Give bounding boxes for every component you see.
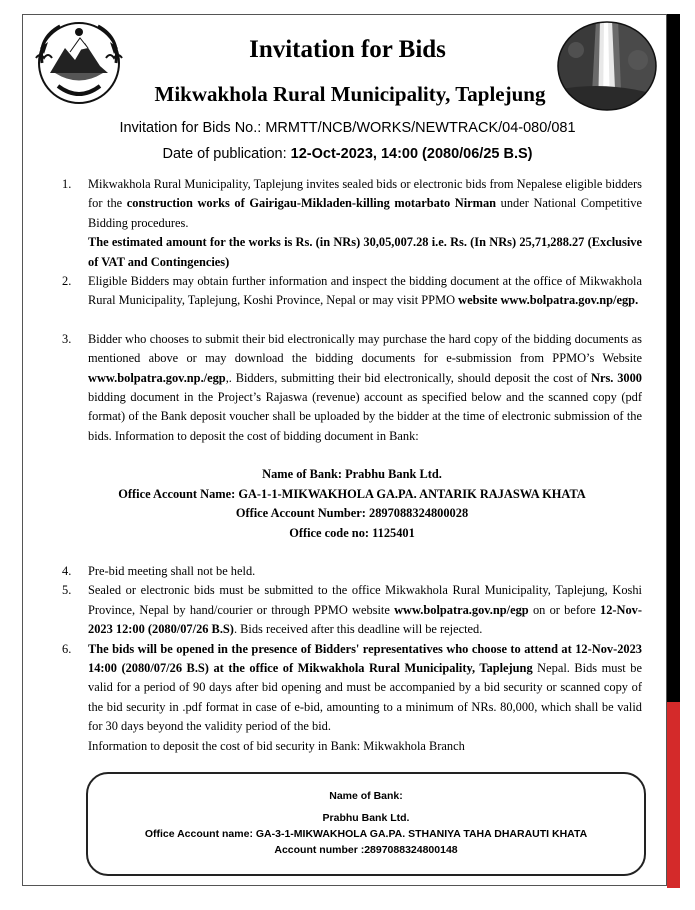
item-number: 1. xyxy=(62,177,72,191)
item-number: 6. xyxy=(62,641,72,656)
item-text: Eligible Bidders may obtain further information and inspect the bidding document at the office of Mikwakhola Rural Municipality, Taplejung, Koshi Province, Nepal or may visit PPMO xyxy=(88,274,642,308)
publication-date-value: 12-Oct-2023, 14:00 (2080/06/25 B.S) xyxy=(290,146,533,162)
box-bank-name: Prabhu Bank Ltd. xyxy=(322,812,410,824)
item-text: bidding document in the Project’s Rajaswa (revenue) account as specified below and the scanned copy (pdf format) of the Bank deposit voucher shall be uploaded by the bidder at the time of electronic submission of the bids. Information to deposit the cost of bidding document in Bank: xyxy=(88,390,642,443)
item-text: Sealed or electronic bids must be submitted to the office Mikwakhola Rural Municipality, Taplejung, Koshi Province, Nepal by hand/courier or through PPMO website xyxy=(88,583,642,617)
list-item-4 xyxy=(62,562,642,581)
ppmo-website-link[interactable]: www.bolpatra.gov.np./egp xyxy=(88,370,226,385)
box-label: Name of Bank: xyxy=(329,790,403,802)
item-number: 4. xyxy=(62,563,72,578)
item-number: 5. xyxy=(62,583,72,598)
item-number: 3. xyxy=(62,331,72,346)
item-text: Information to deposit the cost of bid security in Bank: Mikwakhola Branch xyxy=(88,738,465,753)
bank-name: Name of Bank: Prabhu Bank Ltd. xyxy=(262,467,442,482)
account-name: Office Account Name: GA-1-1-MIKWAKHOLA GA.PA. ANTARIK RAJASWA KHATA xyxy=(118,486,586,501)
item-text: Nepal. Bids must be valid for a period of 90 days after bid opening and must be accompanied by a bid security or scanned copy of the bid security in .pdf format in case of e-bid, amounting to a minimum of NRs. 80,000, which shall be valid for 30 days beyond the validity period of the bid. xyxy=(88,660,642,734)
list-item-1 xyxy=(62,175,642,272)
account-number: Office Account Number: 2897088324800028 xyxy=(235,506,469,521)
ppmo-website-link[interactable]: website www.bolpatra.gov.np/egp. xyxy=(458,293,639,308)
item-text: Bidder who chooses to submit their bid electronically may purchase the hard copy of the bidding documents as mentioned above or may download the bidding documents for e-submission from PPMO’s Website xyxy=(88,331,642,366)
submission-deadline: 12-Nov-2023 12:00 (2080/07/26 B.S) xyxy=(88,602,642,637)
item-text: ,. Bidders, submitting their bid electronically, should deposit the cost of xyxy=(225,370,592,385)
item-text: under National Competitive Bidding procedures. xyxy=(88,196,642,230)
notice-body xyxy=(62,175,642,756)
document-cost: Nrs. 3000 xyxy=(591,370,642,385)
bank-details-1 xyxy=(62,465,642,543)
bid-opening: The bids will be opened in the presence of Bidders' representatives who choose to attend at 12-Nov-2023 14:00 (2080/07/26 B.S) at the office of Mikwakhola Rural Municipality, Taplejung xyxy=(88,641,642,675)
list-item-3 xyxy=(62,330,642,446)
bank-details-box xyxy=(86,772,646,876)
list-item-5 xyxy=(62,581,642,639)
municipality-heading: Mikwakhola Rural Municipality, Taplejung xyxy=(154,82,546,106)
ppmo-website-link[interactable]: www.bolpatra.gov.np/egp xyxy=(394,602,529,617)
work-name: construction works of Gairigau-Mikladen-killing motarbato Nirman xyxy=(126,196,497,211)
estimated-amount: The estimated amount for the works is Rs. (in NRs) 30,05,007.28 i.e. Rs. (In NRs) 25,71,288.27 (Exclusive of VAT and Contingencies) xyxy=(88,235,642,269)
item-text: Pre-bid meeting shall not be held. xyxy=(88,563,256,578)
publication-date-label: Date of publication: xyxy=(162,146,291,162)
publication-date xyxy=(0,146,695,162)
side-bar-red xyxy=(667,702,680,888)
item-text: Mikwakhola Rural Municipality, Taplejung invites sealed bids or electronic bids from Nepalese eligible bidders for the xyxy=(88,177,642,211)
list-item-6 xyxy=(62,640,642,756)
item-text: on or before xyxy=(528,602,601,617)
item-number: 2. xyxy=(62,274,72,289)
box-account-name: Office Account name: GA-3-1-MIKWAKHOLA GA.PA. STHANIYA TAHA DHARAUTI KHATA xyxy=(144,828,588,840)
box-account-number: Account number :2897088324800148 xyxy=(274,844,458,856)
item-text: . Bids received after this deadline will be rejected. xyxy=(233,622,483,637)
office-code: Office code no: 1125401 xyxy=(289,525,415,540)
page-title: Invitation for Bids xyxy=(249,36,446,63)
list-item-2 xyxy=(62,272,642,311)
side-bar-black xyxy=(667,14,680,702)
ifb-number: Invitation for Bids No.: MRMTT/NCB/WORKS/NEWTRACK/04-080/081 xyxy=(119,120,576,136)
